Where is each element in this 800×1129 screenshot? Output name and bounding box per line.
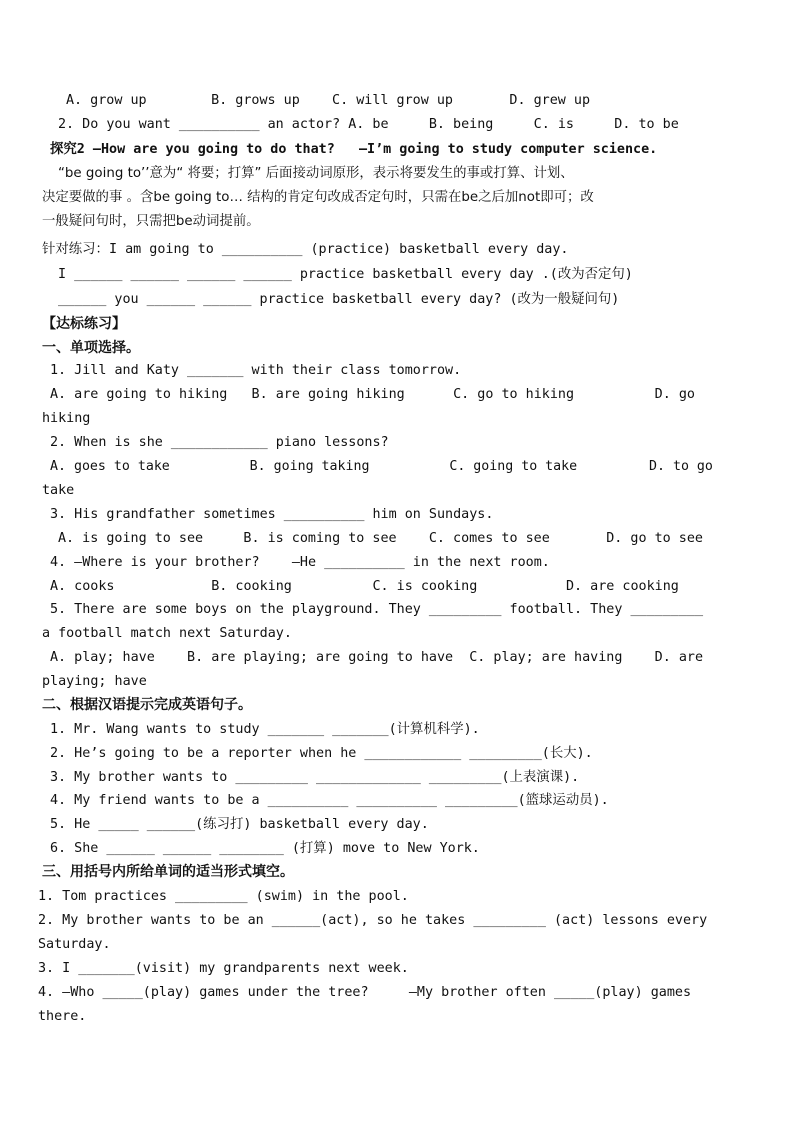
practice-line-1: 针对练习：I am going to __________ (practice) basketball every day. (42, 242, 569, 257)
form-q3: 3. I _______(visit) my grandparents next week. (38, 961, 409, 976)
fill-q6: 6. She ______ ______ ________ (打算) move to New York. (50, 841, 480, 856)
section-heading-2: 二、根据汉语提示完成英语句子。 (42, 697, 252, 713)
mc-q5-cont: a football match next Saturday. (42, 626, 292, 641)
form-q2-cont: Saturday. (38, 937, 111, 952)
mc-q1-options-cont: hiking (42, 411, 91, 426)
mc-q3-options: A. is going to see B. is coming to see C. comes to see D. go to see (58, 531, 703, 546)
grammar-note-line-3: 一般疑问句时，只需把be动词提前。 (42, 214, 260, 229)
mc-q4-options: A. cooks B. cooking C. is cooking D. are cooking (50, 579, 679, 594)
fill-q4: 4. My friend wants to be a __________ __________ _________(篮球运动员). (50, 793, 609, 808)
mc-q1-options: A. are going to hiking B. are going hiking C. go to hiking D. go (50, 387, 695, 402)
q1-options: A. grow up B. grows up C. will grow up D. grew up (66, 93, 591, 108)
practice-line-3: ______ you ______ ______ practice basketball every day? (改为一般疑问句) (58, 292, 620, 307)
mc-q2: 2. When is she ____________ piano lessons? (50, 435, 389, 450)
section-heading-practice: 【达标练习】 (42, 316, 126, 332)
section-heading-1: 一、单项选择。 (42, 340, 140, 356)
practice-line-2: I ______ ______ ______ ______ practice basketball every day .(改为否定句) (58, 267, 633, 282)
fill-q5: 5. He _____ ______(练习打) basketball every day. (50, 817, 429, 832)
mc-q2-options: A. goes to take B. going taking C. going to take D. to go (50, 459, 713, 474)
q2-line: 2. Do you want __________ an actor? A. be B. being C. is D. to be (58, 117, 679, 132)
form-q2: 2. My brother wants to be an ______(act), so he takes _________ (act) lessons every (38, 913, 708, 928)
section-heading-3: 三、用括号内所给单词的适当形式填空。 (42, 864, 294, 880)
form-q4: 4. —Who _____(play) games under the tree? —My brother often _____(play) games (38, 985, 692, 1000)
mc-q5-options: A. play; have B. are playing; are going to have C. play; are having D. are (50, 650, 704, 665)
form-q1: 1. Tom practices _________ (swim) in the pool. (38, 889, 409, 904)
explore-2-heading: 探究2 —How are you going to do that? —I’m going to study computer science. (50, 142, 658, 157)
grammar-note-line-2: 决定要做的事 。含be going to… 结构的肯定句改成否定句时，只需在be之后加not即可；改 (42, 190, 594, 205)
mc-q5: 5. There are some boys on the playground. They _________ football. They _________ (50, 602, 704, 617)
form-q4-cont: there. (38, 1009, 87, 1024)
fill-q1: 1. Mr. Wang wants to study _______ _______(计算机科学). (50, 722, 480, 737)
mc-q2-options-cont: take (42, 483, 75, 498)
mc-q3: 3. His grandfather sometimes __________ him on Sundays. (50, 507, 494, 522)
fill-q3: 3. My brother wants to _________ _____________ _________(上表演课). (50, 770, 580, 785)
grammar-note-line-1: “be going to’’意为“ 将要；打算” 后面接动词原形，表示将要发生的事或打算、计划、 (58, 166, 574, 181)
mc-q4: 4. —Where is your brother? —He __________ in the next room. (50, 555, 550, 570)
mc-q5-options-cont: playing; have (42, 674, 147, 689)
mc-q1: 1. Jill and Katy _______ with their class tomorrow. (50, 363, 462, 378)
fill-q2: 2. He’s going to be a reporter when he ____________ _________(长大). (50, 746, 593, 761)
